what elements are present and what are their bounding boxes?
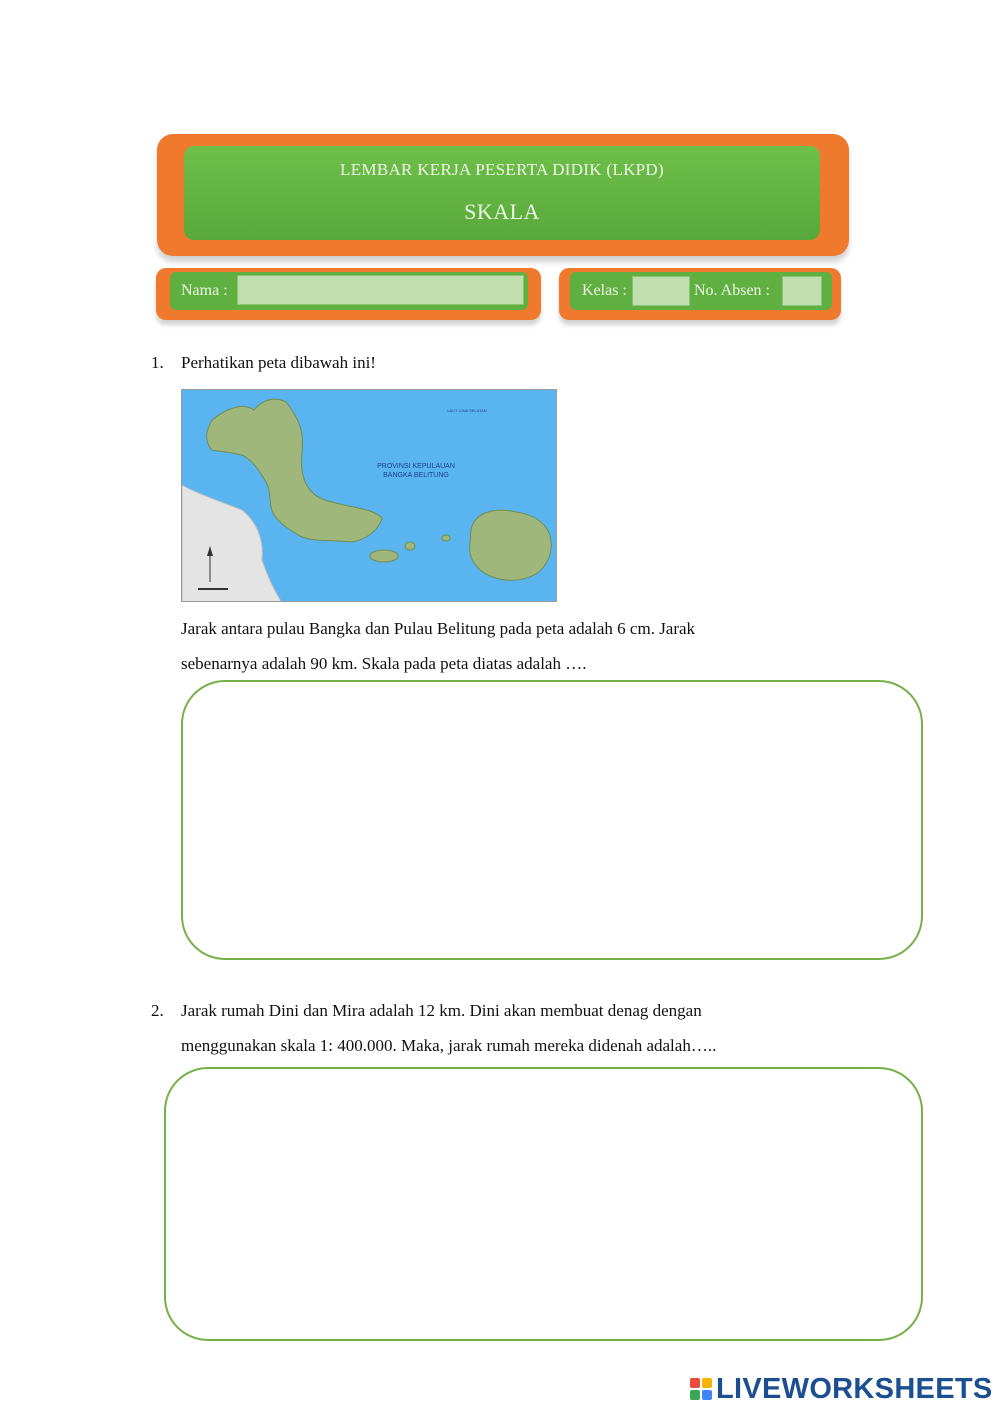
class-label: Kelas :	[582, 282, 627, 299]
logo-icon	[690, 1378, 712, 1400]
worksheet-subtitle: SKALA	[464, 199, 540, 224]
answer-box-1[interactable]	[181, 680, 923, 960]
question-1-instruction: Perhatikan peta dibawah ini!	[181, 353, 376, 372]
worksheet-title: LEMBAR KERJA PESERTA DIDIK (LKPD)	[340, 160, 664, 179]
answer-box-2[interactable]	[164, 1067, 923, 1341]
map-graphic	[182, 390, 557, 602]
liveworksheets-logo	[690, 1373, 993, 1405]
question-1-line-1: Jarak antara pulau Bangka dan Pulau Belitung pada peta adalah 6 cm. Jarak	[181, 619, 696, 638]
name-label: Nama :	[181, 282, 228, 299]
map-province-label: PROVINSI KEPULAUAN	[377, 463, 455, 470]
logo-text: LIVEWORKSHEETS	[716, 1372, 993, 1405]
map-sea-label: LAUT CINA SELATAN	[447, 408, 487, 413]
question-1-number: 1.	[151, 353, 164, 372]
class-field[interactable]	[632, 276, 690, 306]
question-2-line-1: Jarak rumah Dini dan Mira adalah 12 km. Dini akan membuat denag dengan	[181, 1001, 702, 1020]
question-2-line-2: menggunakan skala 1: 400.000. Maka, jarak rumah mereka didenah adalah…..	[181, 1036, 717, 1055]
bangka-belitung-map	[181, 389, 557, 602]
absen-label: No. Absen :	[694, 282, 770, 299]
question-2-number: 2.	[151, 1001, 164, 1020]
question-1-line-2: sebenarnya adalah 90 km. Skala pada peta diatas adalah ….	[181, 654, 587, 673]
name-field[interactable]	[237, 275, 524, 305]
absen-field[interactable]	[782, 276, 822, 306]
svg-text:BANGKA BELITUNG: BANGKA BELITUNG	[383, 472, 449, 479]
